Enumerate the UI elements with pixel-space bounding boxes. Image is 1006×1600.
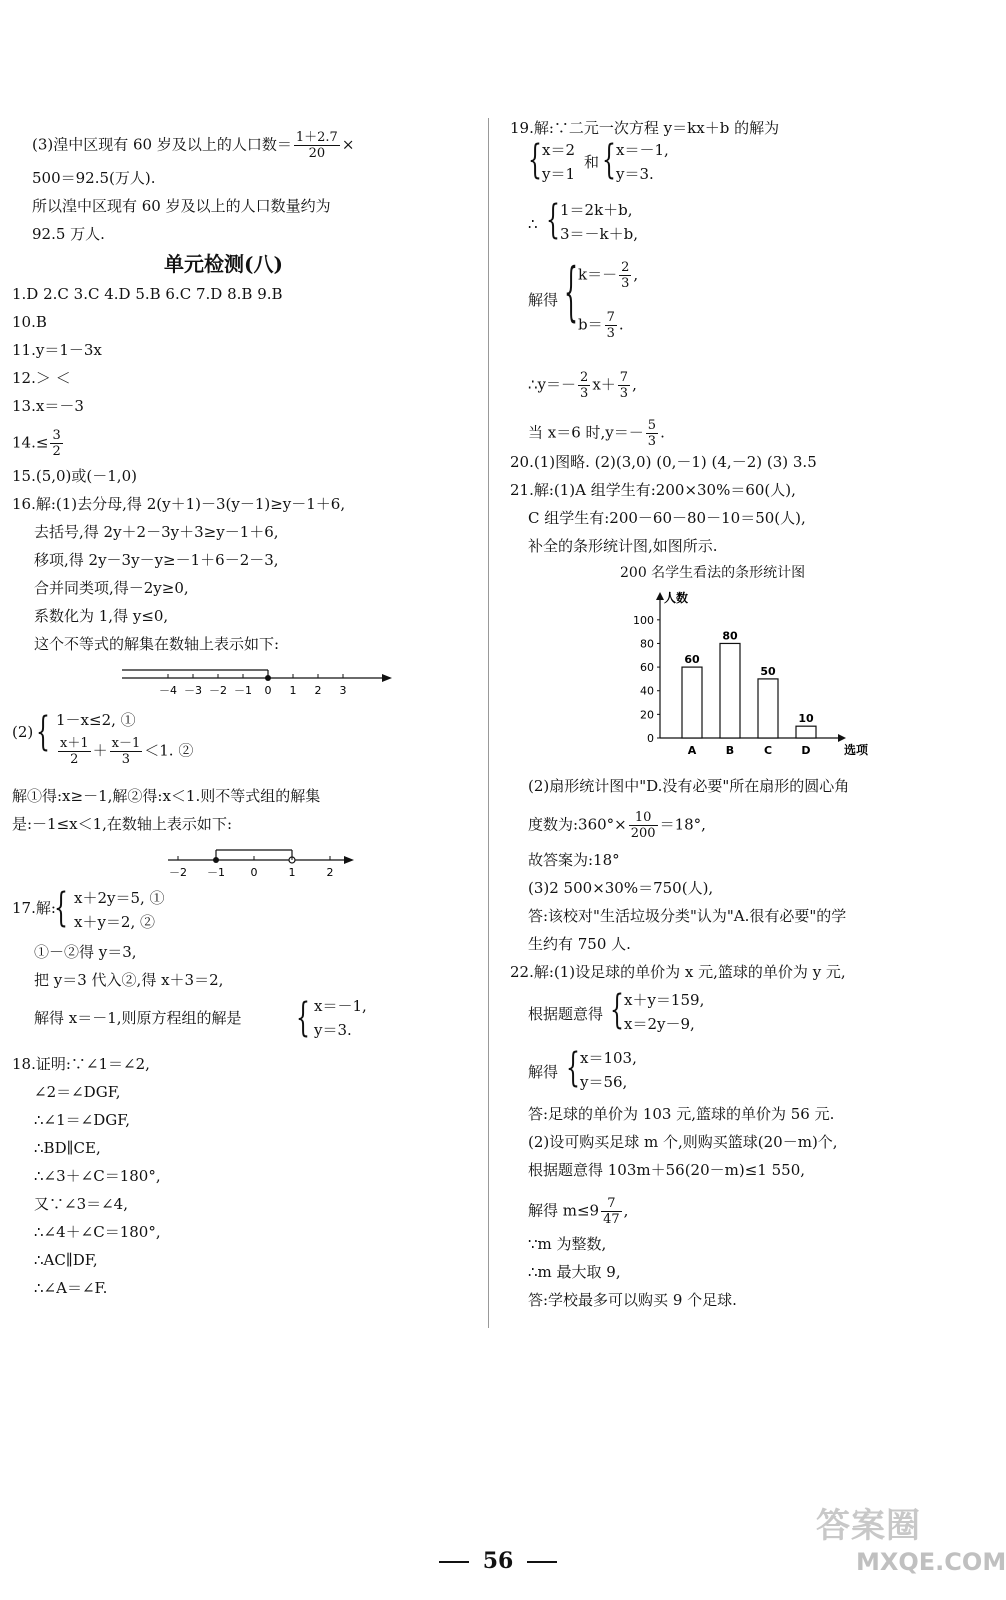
axis-tick-label: －1 [234,684,252,697]
answer-16-line: 系数化为 1,得 y≤0, [34,607,169,625]
answer-16-line: 16.解:(1)去分母,得 2(y＋1)－3(y－1)≥y－1＋6, [12,495,346,513]
answer-22-line: ∵m 为整数, [528,1235,607,1253]
axis-tick-label: 0 [264,684,272,697]
axis-tick-label: －3 [184,684,202,697]
system-eq-1: 1－x≤2, ① [56,711,136,729]
text-line: 92.5 万人. [32,225,105,243]
fraction: $\frac{1+2.7}{20}$ [295,130,338,161]
solution-1-x: x＝2 [542,141,576,159]
system-eq-2: x＝2y－9, [624,1015,695,1033]
brace-icon: { [546,197,560,243]
axis-tick-label: 1 [288,866,296,879]
system-eq-2: 3＝－k＋b, [560,225,639,243]
answer-22-line: (2)设可购买足球 m 个,则购买篮球(20－m)个, [528,1133,838,1151]
solution-1-y: y＝1 [542,165,576,183]
system-eq-1: x＋2y＝5, ① [74,889,165,907]
y-axis-label: 人数 [664,591,689,605]
answer-16-part2-label: (2) [12,723,34,741]
chart-title: 200 名学生看法的条形统计图 [620,565,806,581]
y-tick-label: 80 [640,637,654,651]
answer-15: 15.(5,0)或(－1,0) [12,467,137,485]
bar-value-label: 10 [798,712,814,726]
text-line: 500＝92.5(万人). [32,169,156,187]
brace-icon: { [610,987,624,1033]
therefore-symbol: ∴ [528,215,538,233]
axis-tick-label: －1 [207,866,225,879]
answer-21-line: (3)2 500×30%＝750(人), [528,879,714,897]
when-x-6: 当 x＝6 时,y＝－ $\frac{5}{3}$ . [528,418,665,449]
column-divider [488,118,489,1328]
answer-18-line: ∴BD∥CE, [34,1139,101,1157]
bar-value-label: 80 [722,629,738,643]
system-eq-2: $\frac{x+1}{2}$ ＋ $\frac{x-1}{3}$ ＜1. ② [60,736,194,767]
watermark-logo: 答案圈 [816,1506,921,1546]
answer-21-line: (2)扇形统计图中"D.没有必要"所在扇形的圆心角 [528,777,850,795]
answer-22-line: 根据题意得 [528,1005,604,1023]
answer-18-line: ∴∠4＋∠C＝180°, [34,1223,161,1241]
brace-icon: { [564,255,578,329]
solution-y: y＝56, [580,1073,628,1091]
answers-1-9: 1.D 2.C 3.C 4.D 5.B 6.C 7.D 8.B 9.B [12,285,283,303]
x-axis-arrow [838,734,846,742]
answer-11: 11.y＝1－3x [12,341,102,359]
answer-18-line: ∠2＝∠DGF, [34,1083,121,1101]
category-label: D [801,744,811,757]
answer-17-label: 17.解: [12,899,56,917]
answer-21-line: 补全的条形统计图,如图所示. [528,537,718,555]
bar-value-label: 60 [684,653,700,667]
axis-tick-label: －4 [159,684,177,697]
axis-tick-label: 2 [326,866,334,879]
answer-16-line: 合并同类项,得－2y≥0, [34,579,189,597]
y-tick-label: 60 [640,661,654,675]
answer-21-line: 答:该校对"生活垃圾分类"认为"A.很有必要"的学 [528,907,847,925]
system-eq-1: 1＝2k＋b, [560,201,633,219]
system-eq-2: x＋y＝2, ② [74,913,156,931]
answer-20: 20.(1)图略. (2)(3,0) (0,－1) (4,－2) (3) 3.5 [510,453,817,471]
watermark-url: MXQE.COM [856,1548,1006,1576]
answer-22-line: 22.解:(1)设足球的单价为 x 元,篮球的单价为 y 元, [510,963,846,981]
axis-tick-label: －2 [169,866,187,879]
category-label: A [687,744,697,757]
answer-22-line: 答:学校最多可以购买 9 个足球. [528,1291,737,1309]
brace-icon: { [296,995,310,1041]
solution-x: x＝－1, [314,997,367,1015]
bar [682,667,702,738]
answer-16-line: 这个不等式的解集在数轴上表示如下: [34,635,280,653]
answer-16-line: 去括号,得 2y＋2－3y＋3≥y－1＋6, [34,523,279,541]
y-tick-label: 20 [640,708,654,722]
solve-text: 解得 [528,291,559,309]
answer-18-line: ∴AC∥DF, [34,1251,98,1269]
answer-18-line: ∴∠3＋∠C＝180°, [34,1167,161,1185]
x-axis-label: 选项 [844,743,869,757]
fraction: $\frac{3}{2}$ [52,428,61,459]
answer-21-angle: 度数为:360°× $\frac{10}{200}$ ＝18°, [528,810,706,841]
bar-value-label: 50 [760,664,776,678]
answer-16-line: 移项,得 2y－3y－y≥－1＋6－2－3, [34,551,279,569]
answer-21-line: C 组学生有:200－60－80－10＝50(人), [528,509,806,527]
answer-22-line: 根据题意得 103m＋56(20－m)≤1 550, [528,1161,806,1179]
axis-tick-label: －2 [209,684,227,697]
solution-y: y＝3. [314,1021,352,1039]
y-tick-label: 0 [647,732,654,745]
brace-icon: { [566,1045,580,1091]
text-line: 是:－1≤x＜1,在数轴上表示如下: [12,815,232,833]
answer-18-line: 18.证明:∵∠1＝∠2, [12,1055,150,1073]
y-tick-label: 40 [640,684,654,698]
text-line: 解得 x＝－1,则原方程组的解是 [34,1009,242,1027]
answer-22-line: 解得 [528,1063,559,1081]
axis-tick-label: 1 [289,684,297,697]
function-result: ∴y＝－ $\frac{2}{3}$ x＋ $\frac{7}{3}$ , [528,370,637,401]
text-line: 所以湟中区现有 60 岁及以上的人口数量约为 [32,197,331,215]
axis-tick-label: 3 [339,684,347,697]
bar [758,679,778,738]
answer-21-line: 生约有 750 人. [528,935,631,953]
category-label: C [763,744,773,757]
text-line: 解①得:x≥－1,解②得:x＜1.则不等式组的解集 [12,787,321,805]
section-heading: 单元检测(八) [164,252,283,276]
text-line: ①－②得 y＝3, [34,943,137,961]
answer-18-line: 又∵∠3＝∠4, [34,1195,128,1213]
axis-tick-label: 2 [314,684,322,697]
brace-icon: { [528,137,542,183]
solution-k: k＝－ $\frac{2}{3}$ , [578,260,639,291]
brace-icon: { [54,885,68,931]
solution-x: x＝103, [580,1049,637,1067]
answer-21-line: 21.解:(1)A 组学生有:200×30%＝60(人), [510,481,796,499]
answer-14: 14.≤ $\frac{3}{2}$ [12,428,61,459]
number-line-1 [112,662,402,698]
axis-tick-label: 0 [250,866,258,879]
y-tick-label: 100 [633,613,654,627]
answer-13: 13.x＝－3 [12,397,84,415]
answer-18-line: ∴∠1＝∠DGF, [34,1111,131,1129]
answer-22-line: ∴m 最大取 9, [528,1263,621,1281]
q3-line: (3)湟中区现有 60 岁及以上的人口数＝ $\frac{1+2.7}{20}$ × [32,130,355,161]
answer-22-line: 答:足球的单价为 103 元,篮球的单价为 56 元. [528,1105,835,1123]
answer-22-line: 解得 m≤9 $\frac{7}{47}$ , [528,1196,629,1227]
system-eq-1: x＋y＝159, [624,991,705,1009]
answer-21-line: 故答案为:18° [528,851,620,869]
and-text: 和 [584,153,600,171]
text-line: 把 y＝3 代入②,得 x＋3＝2, [34,971,224,989]
category-label: B [725,744,735,757]
answer-18-line: ∴∠A＝∠F. [34,1279,108,1297]
answer-10: 10.B [12,313,47,331]
page-number: 56 [0,1548,996,1574]
brace-icon: { [36,709,50,755]
brace-icon: { [602,137,616,183]
y-axis-arrow [656,592,664,600]
answer-19-line: 19.解:∵二元一次方程 y＝kx＋b 的解为 [510,119,780,137]
bar [796,726,816,738]
solution-b: b＝ $\frac{7}{3}$ . [578,310,624,341]
number-line-2 [162,840,362,880]
solution-2-x: x＝－1, [616,141,669,159]
answer-12: 12.＞ ＜ [12,369,71,387]
solution-2-y: y＝3. [616,165,654,183]
bar [720,643,740,738]
bar-chart [610,584,869,764]
